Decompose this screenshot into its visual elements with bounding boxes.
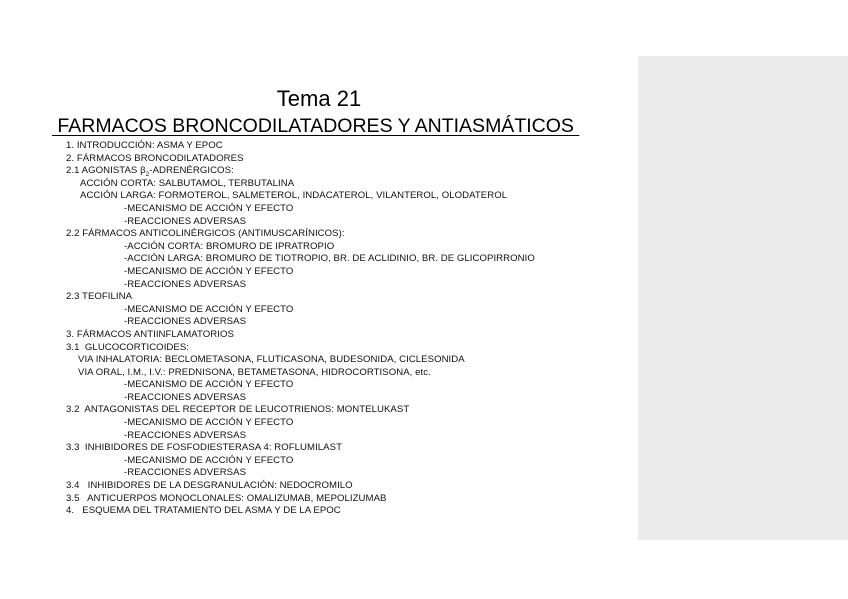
toc-line: 3. FÁRMACOS ANTIINFLAMATORIOS xyxy=(66,328,234,340)
toc-line: -REACCIONES ADVERSAS xyxy=(124,429,247,441)
toc-line: -ACCIÓN LARGA: BROMURO DE TIOTROPIO, BR. DE ACLIDINIO, BR. DE GLICOPIRRONIO xyxy=(124,253,535,265)
toc-line: -MECANISMO DE ACCIÓN Y EFECTO xyxy=(124,379,294,391)
toc-line: 2.2 FÁRMACOS ANTICOLINÉRGICOS (ANTIMUSCARÍNICOS): xyxy=(66,228,345,240)
toc-line: -MECANISMO DE ACCIÓN Y EFECTO xyxy=(124,202,294,214)
toc-line: -MECANISMO DE ACCIÓN Y EFECTO xyxy=(124,454,294,466)
toc-line: VIA INHALATORIA: BECLOMETASONA, FLUTICASONA, BUDESONIDA, CICLESONIDA xyxy=(78,354,465,366)
toc-line: -MECANISMO DE ACCIÓN Y EFECTO xyxy=(124,303,294,315)
toc-line: 4. ESQUEMA DEL TRATAMIENTO DEL ASMA Y DE LA EPOC xyxy=(66,505,341,517)
toc-line: 3.5 ANTICUERPOS MONOCLONALES: OMALIZUMAB, MEPOLIZUMAB xyxy=(66,492,387,504)
table-of-contents xyxy=(66,140,535,518)
toc-line: -REACCIONES ADVERSAS xyxy=(124,467,247,479)
slide-subtitle: FARMACOS BRONCODILATADORES Y ANTIASMÁTICOS xyxy=(52,115,580,137)
toc-line: -REACCIONES ADVERSAS xyxy=(124,215,247,227)
side-panel xyxy=(638,56,848,540)
toc-line: 1. INTRODUCCIÓN: ASMA Y EPOC xyxy=(66,140,223,151)
toc-line: -MECANISMO DE ACCIÓN Y EFECTO xyxy=(124,265,294,277)
slide-title: Tema 21 xyxy=(276,86,362,111)
toc-line: ACCIÓN LARGA: FORMOTEROL, SALMETEROL, INDACATEROL, VILANTEROL, OLODATEROL xyxy=(80,190,508,202)
toc-line: 3.1 GLUCOCORTICOIDES: xyxy=(66,341,190,353)
toc-line: 2.1 AGONISTAS $\beta_2$-ADRENÉRGICOS: xyxy=(66,165,234,179)
toc-line: ACCIÓN CORTA: SALBUTAMOL, TERBUTALINA xyxy=(80,177,295,189)
toc-line: -ACCIÓN CORTA: BROMURO DE IPRATROPIO xyxy=(124,240,335,252)
toc-line: 3.2 ANTAGONISTAS DEL RECEPTOR DE LEUCOTRIENOS: MONTELUKAST xyxy=(66,404,410,416)
toc-line: 2. FÁRMACOS BRONCODILATADORES xyxy=(66,152,244,164)
toc-line: -REACCIONES ADVERSAS xyxy=(124,316,247,328)
toc-line: -MECANISMO DE ACCIÓN Y EFECTO xyxy=(124,417,294,429)
toc-line: 2.3 TEOFILINA xyxy=(66,291,133,303)
toc-line: VIA ORAL, I.M., I.V.: PREDNISONA, BETAMETASONA, HIDROCORTISONA, etc. xyxy=(78,366,431,378)
toc-line: 3.4 INHIBIDORES DE LA DESGRANULACIÓN: NEDOCROMILO xyxy=(66,480,353,492)
toc-line: -REACCIONES ADVERSAS xyxy=(124,391,247,403)
toc-line: 3.3 INHIBIDORES DE FOSFODIESTERASA 4: ROFLUMILAST xyxy=(66,442,342,454)
toc-line: -REACCIONES ADVERSAS xyxy=(124,278,247,290)
